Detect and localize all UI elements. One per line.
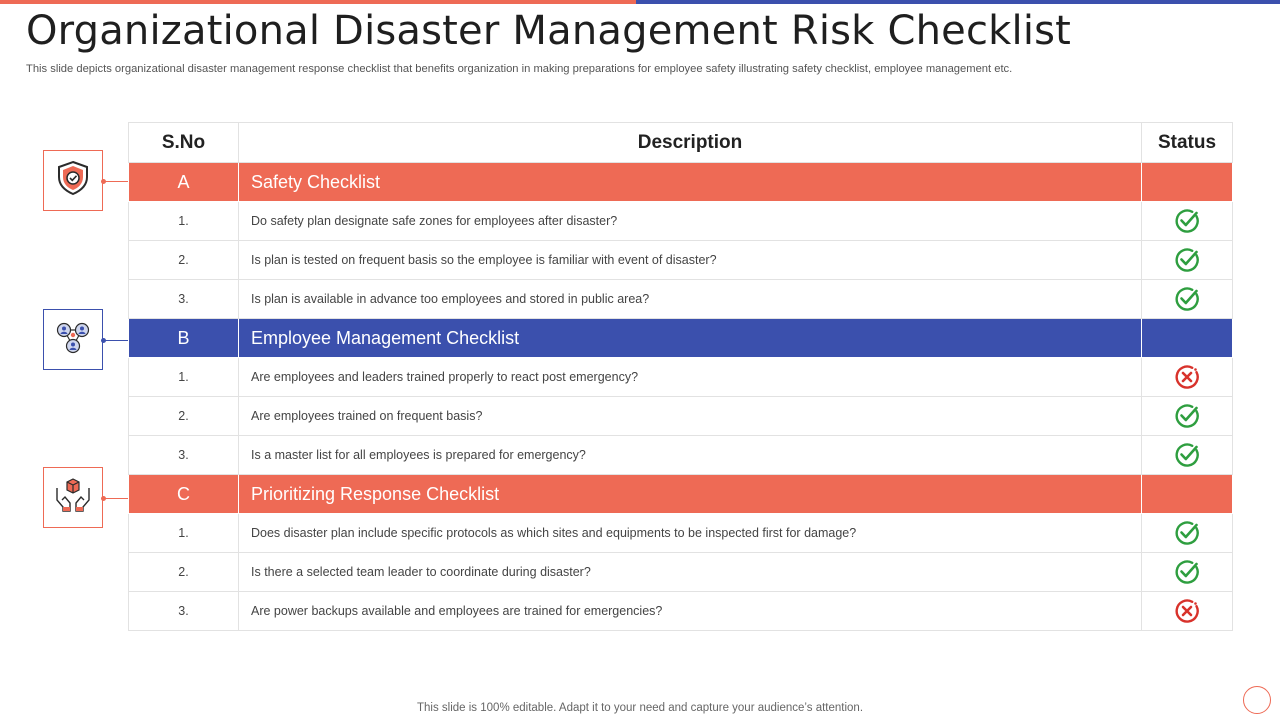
safety-connector-dot <box>101 179 106 184</box>
section-status-cell <box>1142 163 1233 202</box>
row-number: 2. <box>129 397 239 436</box>
table-row <box>129 202 1233 241</box>
section-title: Safety Checklist <box>239 163 1142 202</box>
row-description: Is plan is tested on frequent basis so the employee is familiar with event of disaster? <box>239 241 1142 280</box>
section-row-safety <box>129 163 1233 202</box>
header-sno: S.No <box>129 123 239 163</box>
row-status <box>1142 514 1233 553</box>
header-status: Status <box>1142 123 1233 163</box>
section-row-employee <box>129 319 1233 358</box>
table-row <box>129 358 1233 397</box>
section-letter: C <box>129 475 239 514</box>
row-description: Is a master list for all employees is prepared for emergency? <box>239 436 1142 475</box>
footer-note: This slide is 100% editable. Adapt it to your need and capture your audience’s attention. <box>416 702 864 714</box>
row-status <box>1142 241 1233 280</box>
table-row <box>129 592 1233 631</box>
section-status-cell <box>1142 475 1233 514</box>
row-status <box>1142 202 1233 241</box>
row-description: Are employees trained on frequent basis? <box>239 397 1142 436</box>
row-description: Are employees and leaders trained properly to react post emergency? <box>239 358 1142 397</box>
checklist-table <box>128 122 1233 631</box>
table-row <box>129 514 1233 553</box>
section-status-cell <box>1142 319 1233 358</box>
row-number: 1. <box>129 514 239 553</box>
row-number: 1. <box>129 358 239 397</box>
section-letter: B <box>129 319 239 358</box>
table-row <box>129 241 1233 280</box>
check-icon <box>1142 247 1232 273</box>
row-number: 3. <box>129 436 239 475</box>
top-accent-bar-red <box>0 0 636 4</box>
row-status <box>1142 280 1233 319</box>
shield-check-icon <box>56 160 90 201</box>
page-title: Organizational Disaster Management Risk Checklist <box>26 8 1072 54</box>
row-number: 3. <box>129 280 239 319</box>
row-description: Does disaster plan include specific protocols as which sites and equipments to be inspected first for damage? <box>239 514 1142 553</box>
check-icon <box>1142 442 1232 468</box>
safety-section-icon-box <box>43 150 103 211</box>
page-subtitle: This slide depicts organizational disaster management response checklist that benefits organization in making preparations for employee safety illustrating safety checklist, employee management etc. <box>26 63 1013 75</box>
employee-connector-line <box>103 340 128 341</box>
section-row-response <box>129 475 1233 514</box>
response-connector-line <box>103 498 128 499</box>
row-status <box>1142 397 1233 436</box>
row-number: 1. <box>129 202 239 241</box>
team-network-icon <box>54 318 92 361</box>
check-icon <box>1142 208 1232 234</box>
hands-holding-box-icon <box>54 478 92 517</box>
row-number: 2. <box>129 553 239 592</box>
header-description: Description <box>239 123 1142 163</box>
check-icon <box>1142 520 1232 546</box>
response-connector-dot <box>101 496 106 501</box>
check-icon <box>1142 286 1232 312</box>
cross-icon <box>1142 598 1232 624</box>
row-status <box>1142 358 1233 397</box>
check-icon <box>1142 559 1232 585</box>
corner-circle-decoration <box>1243 686 1271 714</box>
table-header-row <box>129 123 1233 163</box>
row-description: Do safety plan designate safe zones for employees after disaster? <box>239 202 1142 241</box>
row-description: Is plan is available in advance too employees and stored in public area? <box>239 280 1142 319</box>
table-row <box>129 280 1233 319</box>
check-icon <box>1142 403 1232 429</box>
row-status <box>1142 553 1233 592</box>
section-title: Prioritizing Response Checklist <box>239 475 1142 514</box>
top-accent-bar-blue <box>636 0 1280 4</box>
table-row <box>129 397 1233 436</box>
row-description: Are power backups available and employees are trained for emergencies? <box>239 592 1142 631</box>
row-status <box>1142 592 1233 631</box>
table-row <box>129 553 1233 592</box>
section-letter: A <box>129 163 239 202</box>
employee-connector-dot <box>101 338 106 343</box>
row-number: 3. <box>129 592 239 631</box>
table-row <box>129 436 1233 475</box>
row-status <box>1142 436 1233 475</box>
row-description: Is there a selected team leader to coordinate during disaster? <box>239 553 1142 592</box>
safety-connector-line <box>103 181 128 182</box>
row-number: 2. <box>129 241 239 280</box>
employee-section-icon-box <box>43 309 103 370</box>
section-title: Employee Management Checklist <box>239 319 1142 358</box>
cross-icon <box>1142 364 1232 390</box>
response-section-icon-box <box>43 467 103 528</box>
